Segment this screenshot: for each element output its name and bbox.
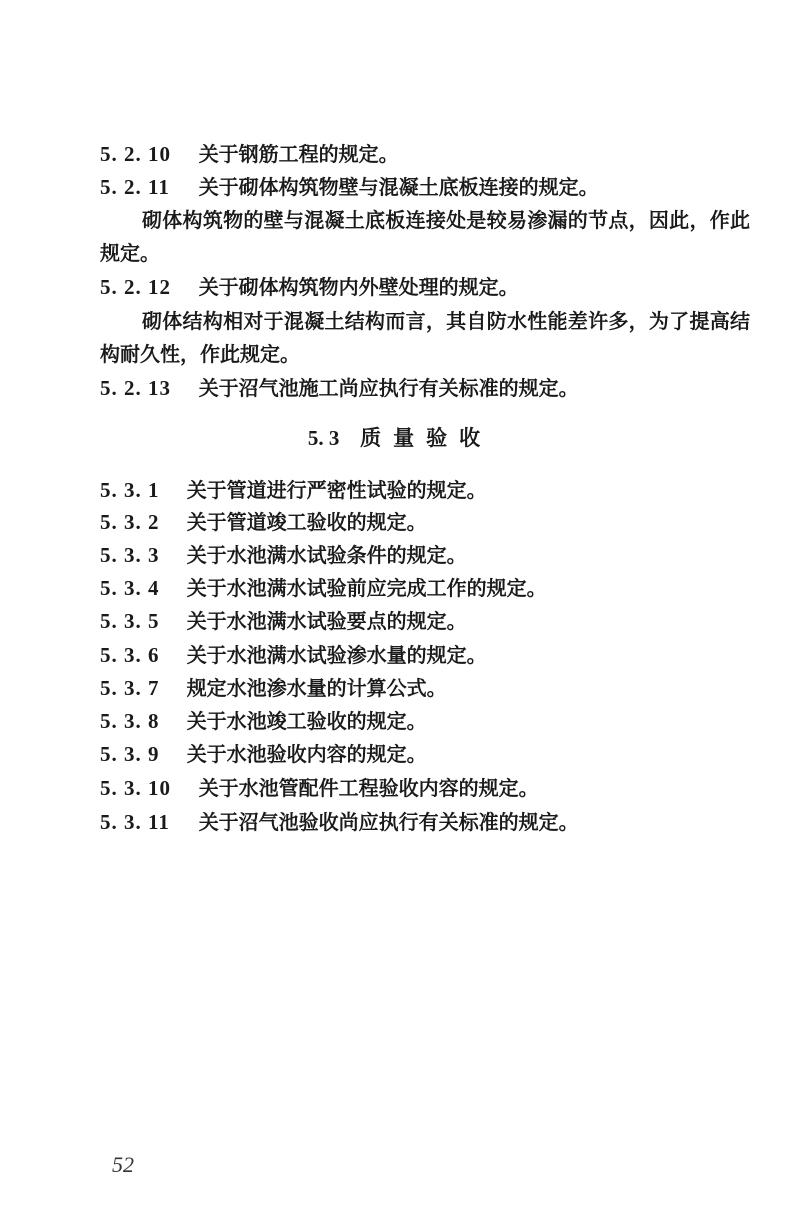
clause-5-3-10 xyxy=(100,774,539,802)
clause-number: 5. 3. 1 xyxy=(100,478,160,502)
clause-text: 关于水池满水试验要点的规定。 xyxy=(186,609,467,633)
clause-text: 关于水池满水试验条件的规定。 xyxy=(186,543,467,567)
clause-5-3-5 xyxy=(100,607,467,635)
clause-number: 5. 3. 4 xyxy=(100,576,160,600)
clause-text: 关于水池验收内容的规定。 xyxy=(186,742,427,766)
clause-5-2-12 xyxy=(100,273,519,301)
clause-number: 5. 3. 10 xyxy=(100,776,171,800)
clause-text: 规定水池渗水量的计算公式。 xyxy=(186,676,447,700)
clause-5-3-4 xyxy=(100,574,547,602)
clause-text: 关于管道进行严密性试验的规定。 xyxy=(186,478,487,502)
clause-5-3-8 xyxy=(100,707,427,735)
clause-5-3-11 xyxy=(100,808,579,836)
clause-text: 关于水池竣工验收的规定。 xyxy=(186,709,427,733)
clause-5-3-1 xyxy=(100,476,487,504)
clause-5-3-9 xyxy=(100,740,427,768)
clause-text: 关于沼气池施工尚应执行有关标准的规定。 xyxy=(198,376,579,400)
clause-number: 5. 2. 10 xyxy=(100,142,171,166)
clause-number: 5. 2. 11 xyxy=(100,175,170,199)
clause-text: 关于水池满水试验前应完成工作的规定。 xyxy=(186,576,547,600)
explanation-paragraph: 砌体结构相对于混凝土结构而言，其自防水性能差许多，为了提高结构耐久性，作此规定。 xyxy=(100,309,750,366)
clause-text: 关于水池管配件工程验收内容的规定。 xyxy=(198,776,539,800)
clause-5-2-11 xyxy=(100,173,599,201)
section-title: 质量验收 xyxy=(360,426,493,450)
section-number: 5. 3 xyxy=(307,426,340,450)
clause-number: 5. 3. 6 xyxy=(100,643,160,667)
clause-text: 关于水池满水试验渗水量的规定。 xyxy=(186,643,487,667)
clause-number: 5. 3. 2 xyxy=(100,510,160,534)
clause-text: 关于砌体构筑物内外壁处理的规定。 xyxy=(198,275,519,299)
clause-5-3-6 xyxy=(100,641,487,669)
clause-number: 5. 3. 5 xyxy=(100,609,160,633)
clause-text: 关于钢筋工程的规定。 xyxy=(198,142,399,166)
clause-text: 关于沼气池验收尚应执行有关标准的规定。 xyxy=(198,810,579,834)
clause-number: 5. 3. 9 xyxy=(100,742,160,766)
page-number: 52 xyxy=(112,1152,134,1177)
clause-5-3-2 xyxy=(100,508,427,536)
clause-5-2-10 xyxy=(100,140,399,168)
clause-5-2-13 xyxy=(100,374,579,402)
clause-5-3-7 xyxy=(100,674,447,702)
section-heading xyxy=(0,424,800,452)
clause-number: 5. 2. 12 xyxy=(100,275,171,299)
clause-number: 5. 2. 13 xyxy=(100,376,171,400)
clause-number: 5. 3. 8 xyxy=(100,709,160,733)
explanation-paragraph: 砌体构筑物的壁与混凝土底板连接处是较易渗漏的节点，因此，作此规定。 xyxy=(100,208,750,265)
clause-text: 关于砌体构筑物壁与混凝土底板连接的规定。 xyxy=(198,175,599,199)
clause-text: 关于管道竣工验收的规定。 xyxy=(186,510,427,534)
clause-number: 5. 3. 11 xyxy=(100,810,170,834)
clause-number: 5. 3. 3 xyxy=(100,543,160,567)
clause-number: 5. 3. 7 xyxy=(100,676,160,700)
clause-5-3-3 xyxy=(100,541,467,569)
